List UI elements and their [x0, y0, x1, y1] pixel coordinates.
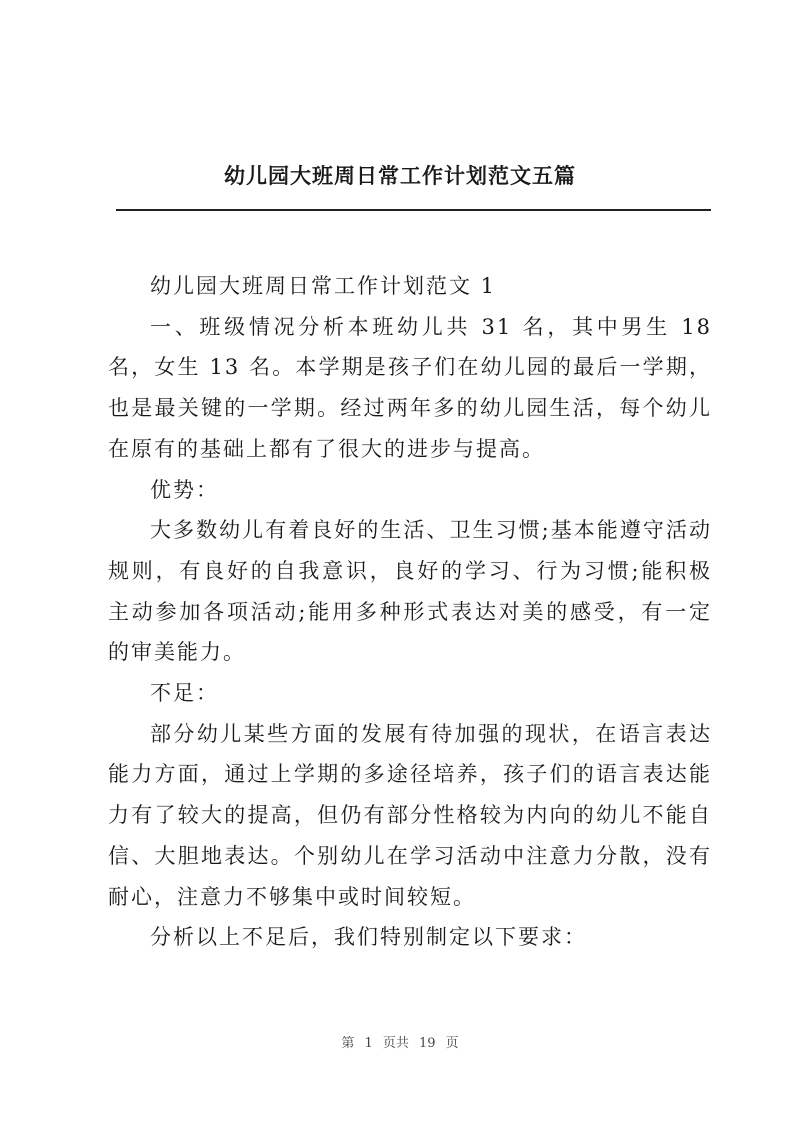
page-number: 第 1 页共 19 页: [341, 1036, 459, 1051]
paragraph-requirements-intro: 分析以上不足后，我们特别制定以下要求：: [150, 925, 587, 950]
paragraph-weaknesses-heading: 不足：: [150, 681, 219, 706]
document-title: 幼儿园大班周日常工作计划范文五篇: [224, 163, 576, 188]
section-heading: 幼儿园大班周日常工作计划范文 1: [150, 274, 497, 298]
title-divider: [116, 209, 711, 211]
document-body: [108, 266, 712, 958]
paragraph-class-analysis: 一、班级情况分析本班幼儿共 31 名，其中男生 18 名，女生 13 名。本学期是孩子们在幼儿园的最后一学期，也是最关键的一学期。经过两年多的幼儿园生活，每个幼儿在原有的基础上都有了很大的进步与提高。: [108, 314, 712, 461]
paragraph-strengths: 大多数幼儿有着良好的生活、卫生习惯;基本能遵守活动规则，有良好的自我意识，良好的学习、行为习惯;能积极主动参加各项活动;能用多种形式表达对美的感受，有一定的审美能力。: [108, 518, 712, 665]
paragraph-weaknesses: 部分幼儿某些方面的发展有待加强的现状，在语言表达能力方面，通过上学期的多途径培养，孩子们的语言表达能力有了较大的提高，但仍有部分性格较为内向的幼儿不能自信、大胆地表达。个别幼儿在学习活动中注意力分散，没有耐心，注意力不够集中或时间较短。: [108, 721, 712, 909]
paragraph-strengths-heading: 优势：: [150, 477, 219, 502]
